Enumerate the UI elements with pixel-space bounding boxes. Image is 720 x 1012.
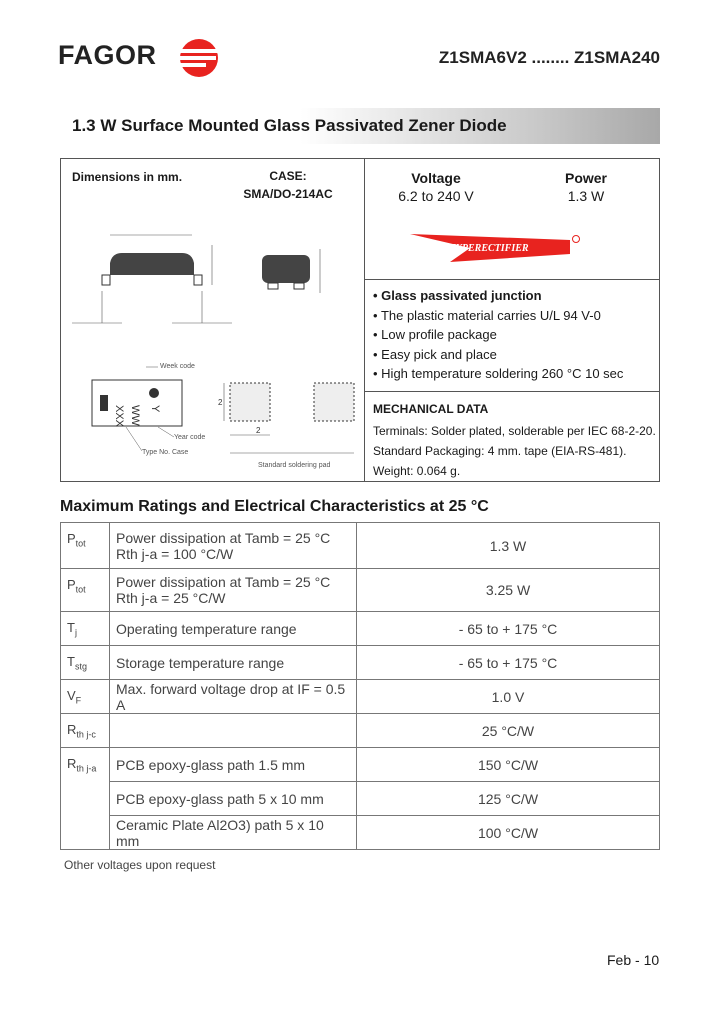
fagor-logo-icon	[170, 38, 228, 78]
value-cell: - 65 to + 175 °C	[357, 612, 660, 646]
value-cell: 25 °C/W	[357, 714, 660, 748]
feature-item: • The plastic material carries U/L 94 V-0	[373, 306, 623, 326]
divider	[364, 391, 660, 392]
table-row	[61, 569, 660, 612]
case-value: SMA/DO-214AC	[243, 187, 333, 201]
desc-line: Rth j-a = 25 °C/W	[116, 590, 226, 606]
divider	[364, 279, 660, 280]
description-cell: Storage temperature range	[110, 646, 357, 680]
side-view-drawing	[72, 235, 232, 323]
table-row	[61, 748, 660, 782]
description-cell: Operating temperature range	[110, 612, 357, 646]
dimensions-label: Dimensions in mm.	[72, 170, 183, 184]
mechanical-line: Standard Packaging: 4 mm. tape (EIA-RS-481).	[373, 444, 627, 458]
brand-logo-text: FAGOR	[58, 40, 157, 70]
svg-text:XXX: XXX	[113, 405, 125, 428]
value-cell: 3.25 W	[357, 569, 660, 612]
table-row	[61, 782, 660, 816]
desc-line: Power dissipation at Tamb = 25 °C	[116, 574, 331, 590]
value-cell: - 65 to + 175 °C	[357, 646, 660, 680]
symbol-cell: $R_{th j-c}$	[61, 714, 110, 748]
feature-item: • Glass passivated junction	[373, 286, 623, 306]
description-cell: Ceramic Plate Al2O3) path 5 x 10 mm	[110, 816, 357, 850]
hyperectifier-logo-icon	[410, 230, 590, 264]
value-cell: 150 °C/W	[357, 748, 660, 782]
feature-item: • Easy pick and place	[373, 345, 623, 365]
ratings-title: Maximum Ratings and Electrical Characteristics at 25 °C	[60, 498, 489, 515]
table-row	[61, 523, 660, 569]
value-cell: 100 °C/W	[357, 816, 660, 850]
divider	[364, 158, 365, 482]
symbol-cell: $T_j$	[61, 612, 110, 646]
package-diagram	[62, 205, 362, 475]
svg-text:2: 2	[218, 398, 223, 407]
symbol-cell: $T_{stg}$	[61, 646, 110, 680]
footnote: Other voltages upon request	[64, 858, 216, 872]
page-title: 1.3 W Surface Mounted Glass Passivated Zener Diode	[72, 116, 507, 135]
page-footer-date: Feb - 10	[607, 952, 660, 968]
feature-list	[373, 286, 623, 384]
mechanical-line: Weight: 0.064 g.	[373, 464, 461, 478]
svg-text:Type No. Case: Type No. Case	[142, 449, 189, 456]
table-row	[61, 646, 660, 680]
voltage-value: 6.2 to 240 V	[398, 188, 474, 204]
svg-text:Week code: Week code	[160, 363, 195, 370]
symbol-cell: $P_{tot}$	[61, 523, 110, 569]
svg-text:2: 2	[256, 426, 261, 435]
value-cell: 125 °C/W	[357, 782, 660, 816]
desc-line: Rth j-a = 100 °C/W	[116, 545, 234, 562]
case-heading: CASE:	[269, 169, 307, 183]
top-view-drawing	[92, 363, 205, 456]
feature-item: • High temperature soldering 260 °C 10 sec	[373, 364, 623, 384]
value-cell: 1.0 V	[357, 680, 660, 714]
svg-text:WW: WW	[129, 405, 141, 426]
ratings-table	[60, 522, 660, 850]
end-view-drawing	[262, 249, 320, 293]
desc-line: Power dissipation at Tamb = 25 °C	[116, 529, 331, 546]
case-label	[238, 167, 338, 203]
mechanical-lines	[373, 421, 656, 481]
svg-text:Y: Y	[149, 405, 161, 413]
table-row	[61, 612, 660, 646]
description-cell: PCB epoxy-glass path 1.5 mm	[110, 748, 357, 782]
svg-text:Year code: Year code	[174, 434, 206, 441]
hyperectifier-text: HYPERECTIFIER	[448, 243, 529, 254]
table-row	[61, 680, 660, 714]
value-cell: 1.3 W	[357, 523, 660, 569]
soldering-pad-drawing	[218, 383, 354, 469]
part-range: Z1SMA6V2 ........ Z1SMA240	[438, 48, 660, 67]
svg-text:Standard soldering pad: Standard soldering pad	[258, 462, 331, 469]
mechanical-title: MECHANICAL DATA	[373, 402, 489, 416]
table-row	[61, 714, 660, 748]
power-label: Power	[564, 170, 607, 186]
mechanical-line: Terminals: Solder plated, solderable per IEC 68-2-20.	[373, 424, 656, 438]
feature-item: • Low profile package	[373, 325, 623, 345]
description-cell	[110, 569, 357, 612]
table-row	[61, 816, 660, 850]
description-cell	[110, 714, 357, 748]
power-value: 1.3 W	[567, 188, 605, 204]
symbol-cell: $R_{th j-a}$	[61, 748, 110, 850]
description-cell: Max. forward voltage drop at IF = 0.5 A	[110, 680, 357, 714]
symbol-cell: $V_F$	[61, 680, 110, 714]
description-cell: PCB epoxy-glass path 5 x 10 mm	[110, 782, 357, 816]
symbol-cell: $P_{tot}$	[61, 569, 110, 612]
description-cell	[110, 523, 357, 569]
voltage-label: Voltage	[411, 170, 461, 186]
